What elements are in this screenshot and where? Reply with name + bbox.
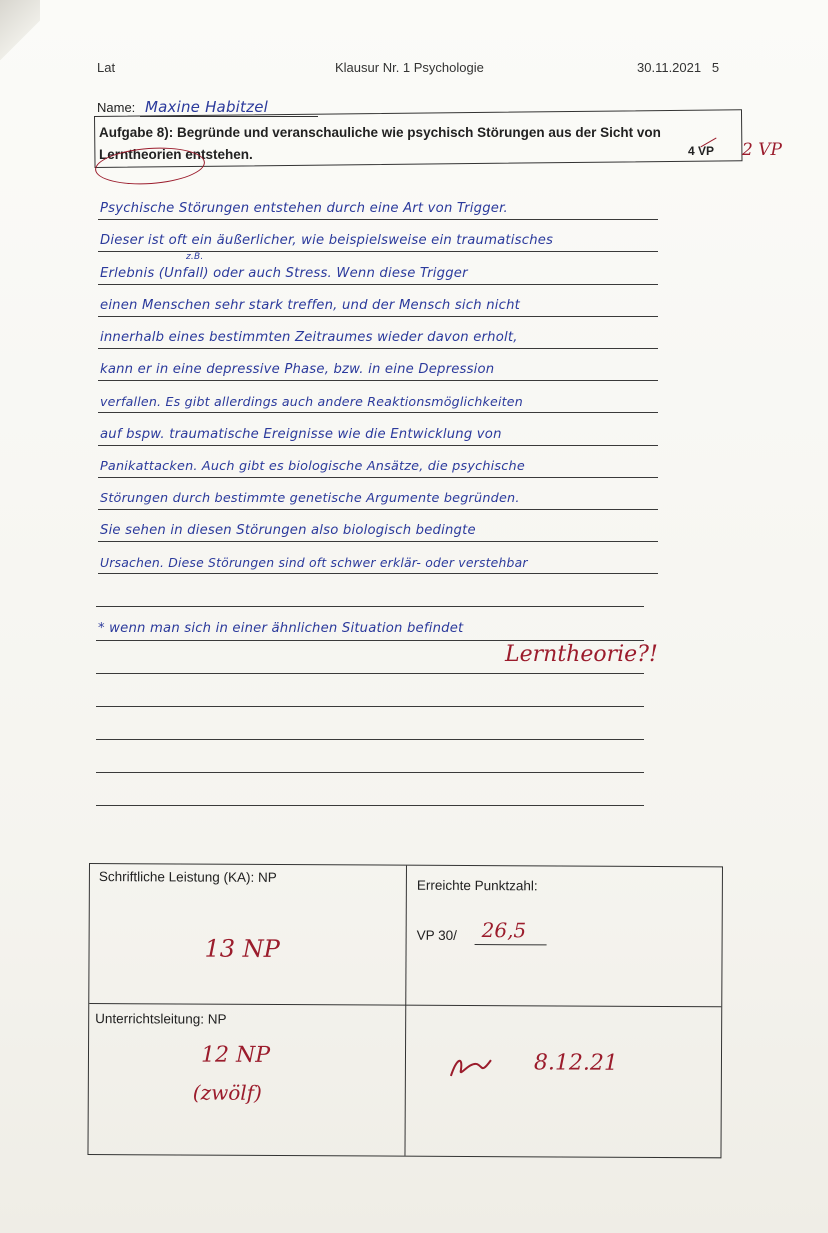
blank-line: [96, 739, 644, 740]
table-divider-vertical: [404, 866, 407, 1156]
class-grade-value: 12 NP: [200, 1042, 271, 1068]
signature-date: 8.12.21: [533, 1050, 619, 1076]
footnote: * wenn man sich in einer ähnlichen Situation befindet: [98, 621, 464, 636]
answer-line-text: Erlebnis (Unfall) oder auch Stress. Wenn diese Trigger: [100, 265, 468, 281]
answer-line: [98, 478, 658, 510]
answer-line-text: innerhalb eines bestimmten Zeitraumes wieder davon erholt,: [100, 329, 518, 345]
header-title: Klausur Nr. 1 Psychologie: [335, 60, 484, 75]
blank-line: [96, 805, 644, 806]
answer-line: [98, 349, 658, 381]
answer-line: [98, 446, 658, 478]
answer-line-text: auf bspw. traumatische Ereignisse wie die Entwicklung von: [100, 426, 502, 442]
class-grade-label: Unterrichtsleitung: NP: [95, 1011, 227, 1027]
blank-line: [96, 640, 644, 641]
points-underline: [475, 944, 547, 945]
answer-line-text: kann er in eine depressive Phase, bzw. in eine Depression: [100, 362, 495, 378]
answer-line: [98, 381, 658, 413]
answer-line: [98, 285, 658, 317]
answer-line: [98, 317, 658, 349]
points-value: 26,5: [481, 918, 527, 943]
blank-line: [96, 606, 644, 607]
answer-line: [98, 188, 658, 220]
name-label: Name:: [97, 100, 136, 115]
answer-line-text: verfallen. Es gibt allerdings auch andere Reaktionsmöglichkeiten: [100, 394, 523, 410]
grade-table: [87, 863, 723, 1158]
header-left: Lat: [97, 60, 116, 75]
blank-line: [96, 673, 644, 674]
answer-line: [98, 510, 658, 542]
answer-line: [98, 542, 658, 574]
task-text: Aufgabe 8): Begründe und veranschauliche wie psychisch Störungen aus der Sicht von Lerntheorien entstehen.: [99, 125, 661, 162]
insert-note: z.B.: [186, 251, 204, 262]
answer-line-text: Störungen durch bestimmte genetische Argumente begründen.: [100, 490, 520, 506]
answer-line: [98, 413, 658, 445]
task-points: 4 VP: [688, 144, 715, 158]
answer-line-text: Psychische Störungen entstehen durch eine Art von Trigger.: [100, 201, 508, 217]
answer-line-text: Ursachen. Diese Störungen sind oft schwer erklär- oder verstehbar: [100, 555, 528, 571]
signature-mark: [447, 1052, 497, 1082]
blank-line: [96, 772, 644, 773]
written-grade-label: Schriftliche Leistung (KA): NP: [98, 869, 277, 885]
name-value: Maxine Habitzel: [145, 98, 268, 116]
class-grade-words: (zwölf): [192, 1080, 262, 1105]
answer-line-text: Dieser ist oft ein äußerlicher, wie beispielsweise ein traumatisches: [100, 233, 554, 249]
points-label: Erreichte Punktzahl:: [416, 877, 538, 894]
answer-line-text: einen Menschen sehr stark treffen, und der Mensch sich nicht: [100, 297, 521, 313]
teacher-note: Lerntheorie?!: [505, 642, 658, 667]
answer-line-text: Panikattacken. Auch gibt es biologische Ansätze, die psychische: [100, 458, 525, 474]
header-date: 30.11.2021 5: [637, 60, 720, 75]
corrected-points: 2 VP: [742, 140, 782, 160]
written-grade-value: 13 NP: [204, 934, 280, 964]
blank-line: [96, 706, 644, 707]
points-prefix: VP 30/: [416, 927, 457, 943]
answer-area: [98, 188, 658, 574]
page-fold: [0, 0, 40, 60]
answer-line: [98, 220, 658, 252]
answer-line-text: Sie sehen in diesen Störungen also biologisch bedingte: [100, 523, 476, 539]
answer-line: [98, 252, 658, 284]
